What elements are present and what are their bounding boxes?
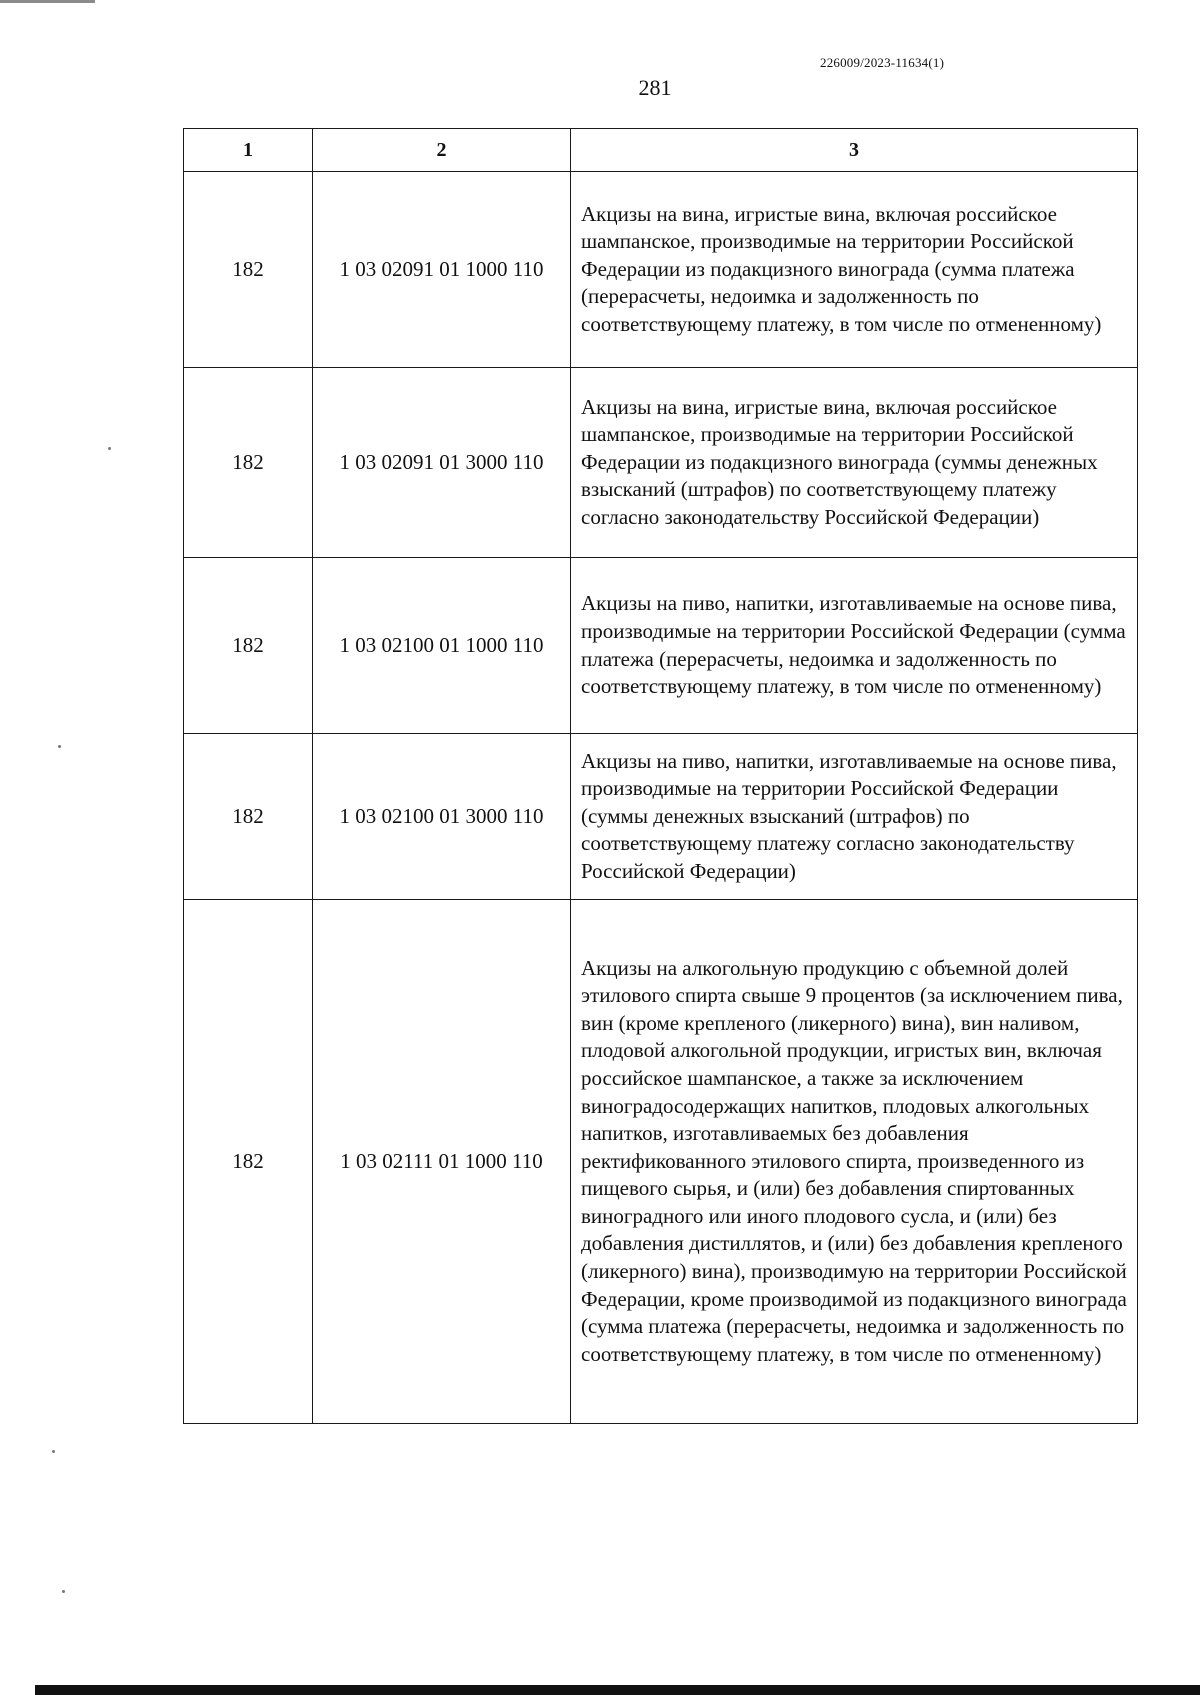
scan-bottom-edge: [35, 1685, 1200, 1695]
column-header-3: 3: [571, 129, 1138, 172]
table-row: [184, 172, 1138, 368]
scan-speck: [52, 1450, 55, 1453]
admin-code-cell: 182: [184, 734, 313, 900]
kbk-code-cell: 1 03 02100 01 1000 110: [313, 558, 571, 734]
page-number: 281: [638, 75, 672, 100]
table-row: [184, 558, 1138, 734]
scan-speck: [108, 447, 111, 450]
description-cell: Акцизы на вина, игристые вина, включая российское шампанское, производимые на территории Российской Федерации из подакцизного винограда (суммы денежных взысканий (штрафов) по соответствующему платежу согласно законодательству Российской Федерации): [571, 368, 1138, 558]
description-cell: Акцизы на пиво, напитки, изготавливаемые на основе пива, производимые на территории Российской Федерации (суммы денежных взысканий (штрафов) по соответствующему платежу согласно законодательству Российской Федерации): [571, 734, 1138, 900]
description-cell: Акцизы на алкогольную продукцию с объемной долей этилового спирта свыше 9 процентов (за исключением пива, вин (кроме крепленого (ликерного) вина), вин наливом, плодовой алкогольной продукции, игристых вин, включая российское шампанское, а также за исключением виноградосодержащих напитков, плодовых алкогольных напитков, изготавливаемых без добавления ректификованного этилового спирта, произведенного из пищевого сырья, и (или) без добавления спиртованных виноградного или иного плодового сусла, и (или) без добавления дистиллятов, и (или) без добавления крепленого (ликерного) вина), производимую на территории Российской Федерации, кроме производимой из подакцизного винограда (сумма платежа (перерасчеты, недоимка и задолженность по соответствующему платежу, в том числе по отмененному): [571, 900, 1138, 1424]
scan-edge-mark: [0, 0, 95, 3]
kbk-code-cell: 1 03 02111 01 1000 110: [313, 900, 571, 1424]
table-header-row: [184, 129, 1138, 172]
table-row: [184, 900, 1138, 1424]
document-reference: 226009/2023-11634(1): [820, 55, 945, 70]
admin-code-cell: 182: [184, 900, 313, 1424]
admin-code-cell: 182: [184, 558, 313, 734]
column-header-2: 2: [313, 129, 571, 172]
column-header-1: 1: [184, 129, 313, 172]
kbk-code-cell: 1 03 02091 01 1000 110: [313, 172, 571, 368]
kbk-code-cell: 1 03 02091 01 3000 110: [313, 368, 571, 558]
description-cell: Акцизы на вина, игристые вина, включая российское шампанское, производимые на территории Российской Федерации из подакцизного винограда (сумма платежа (перерасчеты, недоимка и задолженность по соответствующему платежу, в том числе по отмененному): [571, 172, 1138, 368]
table-row: [184, 734, 1138, 900]
admin-code-cell: 182: [184, 172, 313, 368]
scan-speck: [62, 1590, 65, 1593]
description-cell: Акцизы на пиво, напитки, изготавливаемые на основе пива, производимые на территории Российской Федерации (сумма платежа (перерасчеты, недоимка и задолженность по соответствующему платежу, в том числе по отмененному): [571, 558, 1138, 734]
budget-codes-table: [183, 128, 1138, 1424]
scan-speck: [58, 745, 61, 748]
admin-code-cell: 182: [184, 368, 313, 558]
kbk-code-cell: 1 03 02100 01 3000 110: [313, 734, 571, 900]
table-row: [184, 368, 1138, 558]
